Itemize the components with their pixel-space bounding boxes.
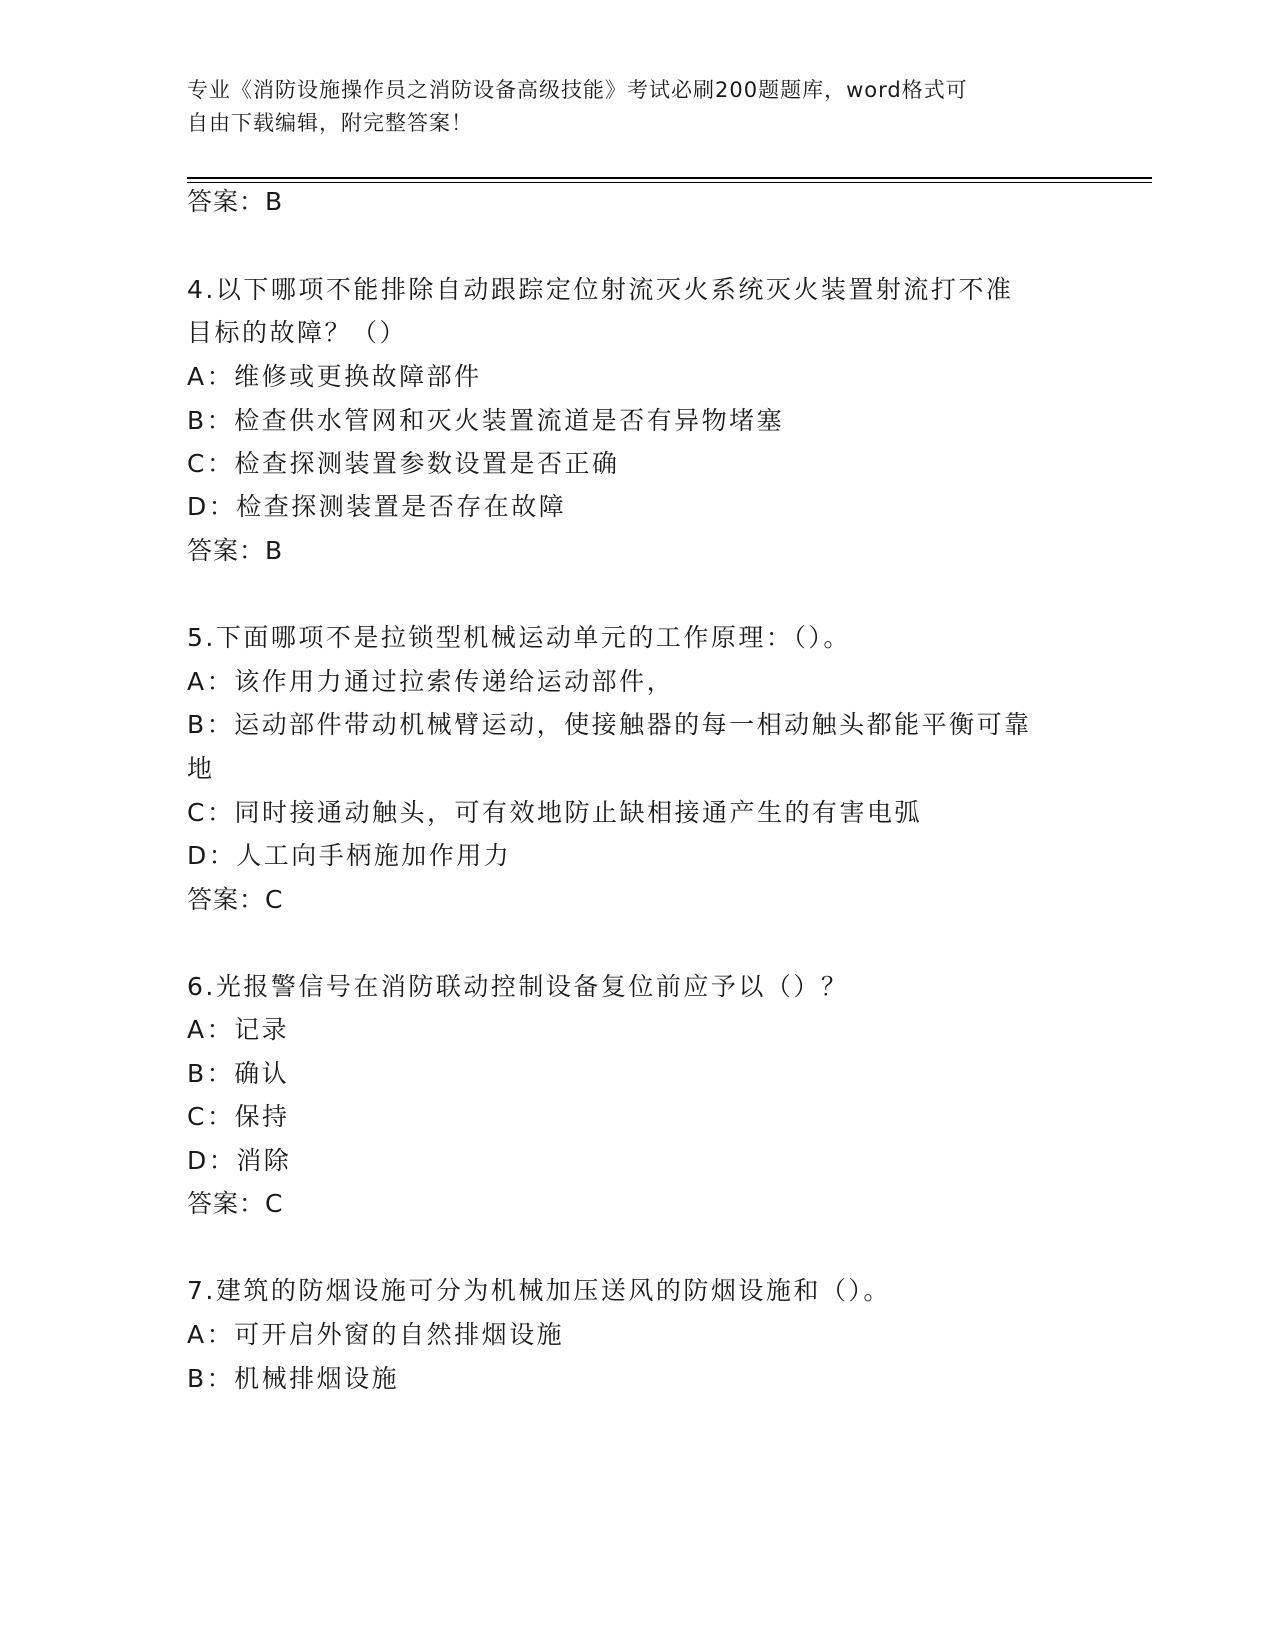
header-line-1: 专业《消防设施操作员之消防设备高级技能》考试必刷200题题库，word格式可 xyxy=(187,78,968,102)
question-6-option-d: D：消除 xyxy=(187,1146,292,1175)
question-6-option-a: A：记录 xyxy=(187,1015,290,1044)
question-6-answer: 答案：C xyxy=(187,1189,284,1218)
question-4-option-d: D：检查探测装置是否存在故障 xyxy=(187,492,567,521)
question-4-option-b: B：检查供水管网和灭火装置流道是否有异物堵塞 xyxy=(187,406,785,435)
question-4-stem-line-2: 目标的故障？（） xyxy=(187,318,408,347)
question-7-option-a: A：可开启外窗的自然排烟设施 xyxy=(187,1320,565,1349)
question-7-option-b: B：机械排烟设施 xyxy=(187,1364,400,1393)
question-5-option-c: C：同时接通动触头，可有效地防止缺相接通产生的有害电弧 xyxy=(187,798,922,827)
question-5-answer: 答案：C xyxy=(187,885,284,914)
question-4-answer: 答案：B xyxy=(187,536,284,565)
question-5-option-a: A：该作用力通过拉索传递给运动部件， xyxy=(187,667,675,696)
answer-q3: 答案：B xyxy=(187,187,284,216)
question-5-option-b-cont: 地 xyxy=(187,754,215,783)
question-5-option-b: B：运动部件带动机械臂运动，使接触器的每一相动触头都能平衡可靠 xyxy=(187,710,1032,739)
header-line-2: 自由下载编辑，附完整答案！ xyxy=(187,111,473,135)
question-5-option-d: D：人工向手柄施加作用力 xyxy=(187,841,512,870)
question-4-stem-line-1: 4.以下哪项不能排除自动跟踪定位射流灭火系统灭火装置射流打不准 xyxy=(187,275,1014,304)
question-6-stem: 6.光报警信号在消防联动控制设备复位前应予以（）？ xyxy=(187,972,849,1001)
question-7-stem: 7.建筑的防烟设施可分为机械加压送风的防烟设施和（）。 xyxy=(187,1276,891,1305)
document-header xyxy=(187,74,1087,140)
question-6-option-b: B：确认 xyxy=(187,1059,290,1088)
question-4-option-c: C：检查探测装置参数设置是否正确 xyxy=(187,449,620,478)
question-5-stem: 5.下面哪项不是拉锁型机械运动单元的工作原理：（）。 xyxy=(187,623,851,652)
header-divider-thin xyxy=(187,182,1152,183)
question-4-option-a: A：维修或更换故障部件 xyxy=(187,362,482,391)
header-divider-thick xyxy=(187,177,1152,179)
question-6-option-c: C：保持 xyxy=(187,1102,290,1131)
